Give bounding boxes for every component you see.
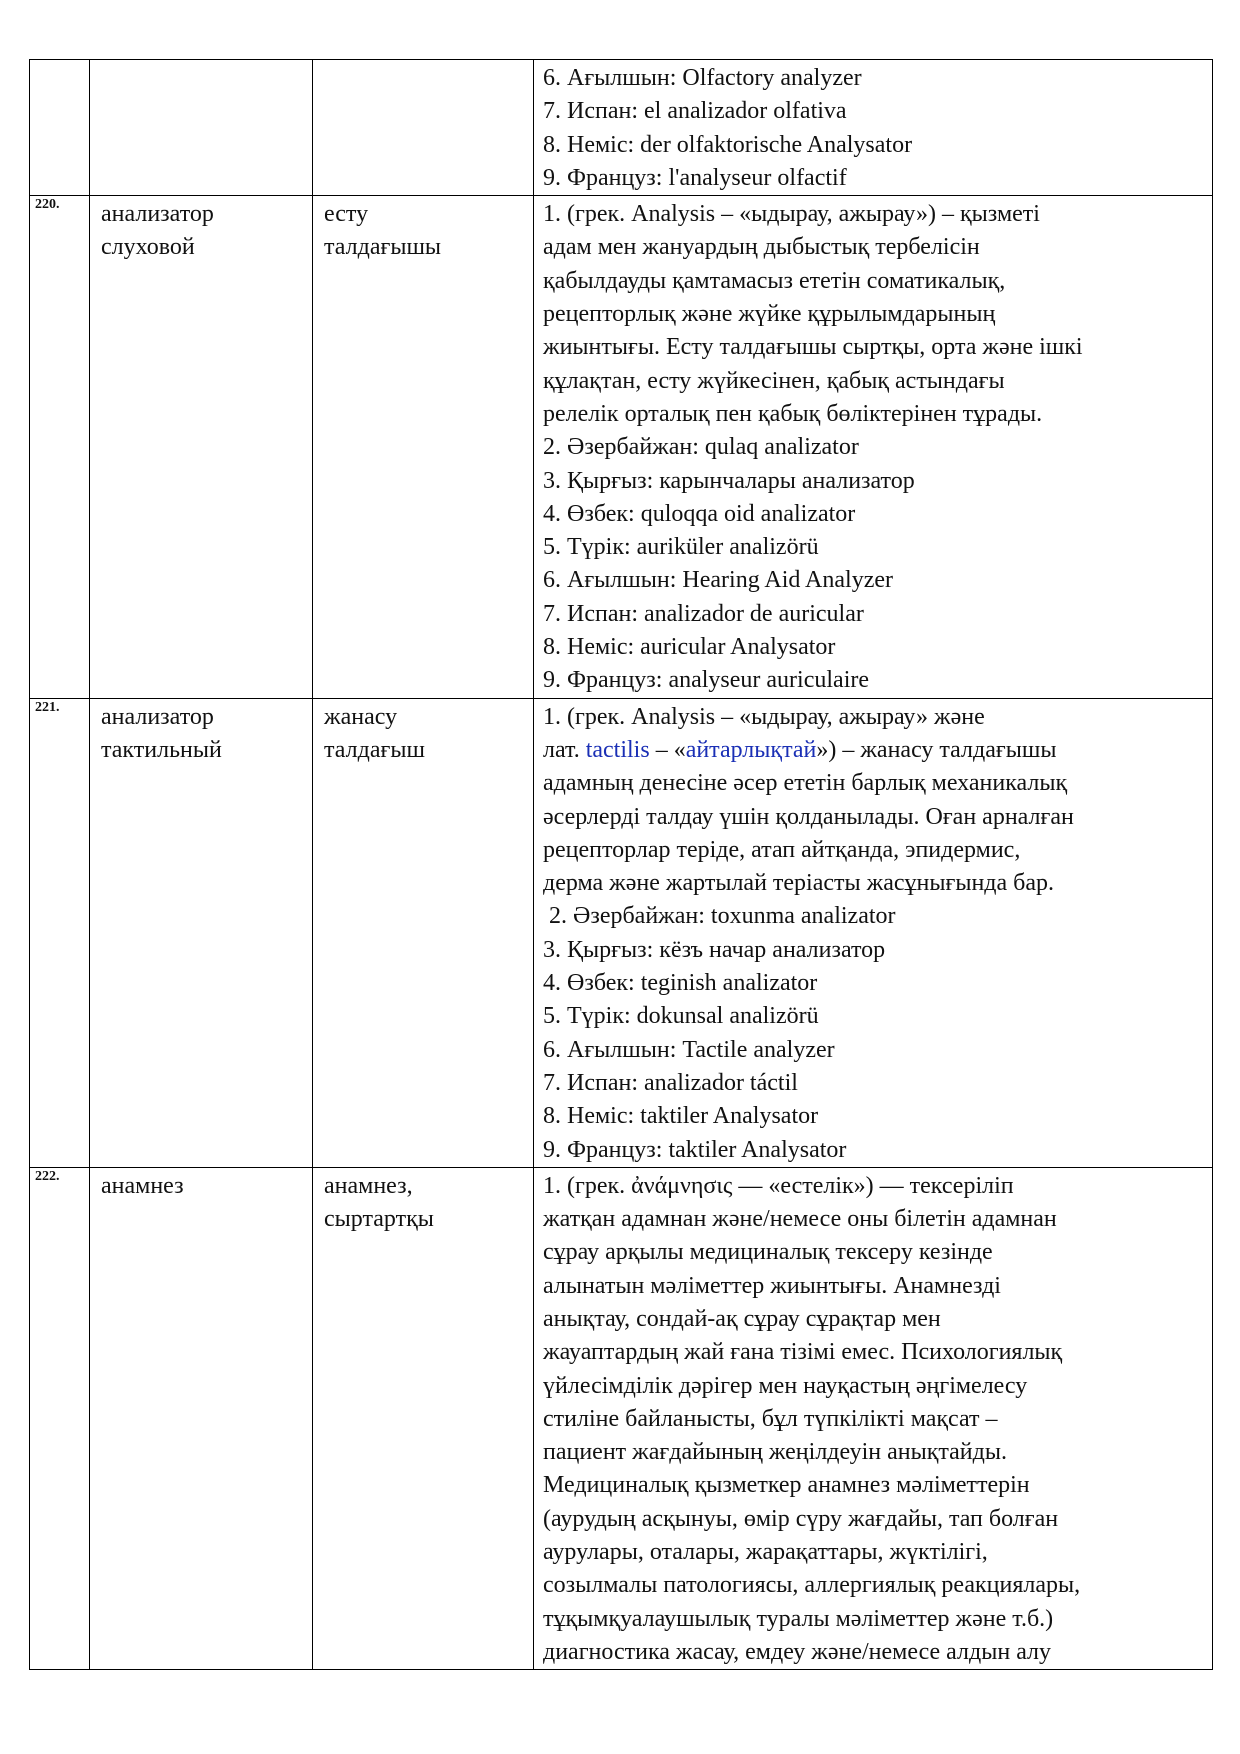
- term-line: талдағыш: [324, 736, 425, 763]
- definition-line: анықтау, сондай-ақ сұрау сұрақтар мен: [543, 1305, 941, 1332]
- table-row: [30, 60, 1213, 196]
- definition-line: 4. Өзбек: teginish analizator: [543, 970, 818, 997]
- definition-line: диагностика жасау, емдеу және/немесе алдын алу: [543, 1638, 1052, 1665]
- kazakh-term: [313, 698, 534, 1167]
- text-segment: ») – жанасу талдағышы: [816, 736, 1057, 763]
- definition-line: [543, 734, 1208, 767]
- entry-number: [30, 60, 90, 196]
- definition-line: 5. Түрік: auriküler analizörü: [543, 534, 819, 561]
- definition-line: 1. (грек. ἀνάμνησις — «естелік») — тексеріліп: [543, 1172, 1014, 1199]
- definition-line: адам мен жануардың дыбыстық тербелісін: [543, 234, 980, 261]
- definition-line: жатқан адамнан және/немесе оны білетін адамнан: [543, 1206, 1057, 1233]
- entry-definition: [534, 196, 1213, 698]
- kazakh-term: [313, 196, 534, 698]
- definition-line: дерма және жартылай теріасты жасұнығында бар.: [543, 870, 1055, 897]
- definition-line: тұқымқуалаушылық туралы мәліметтер және т.б.): [543, 1605, 1054, 1632]
- table-row: [30, 698, 1213, 1167]
- russian-term: [90, 1167, 313, 1669]
- term-line: есту: [324, 201, 369, 228]
- definition-line: 8. Неміс: taktiler Analysator: [543, 1103, 819, 1130]
- text-segment: лат.: [543, 736, 586, 763]
- term-line: тактильный: [101, 736, 222, 763]
- entry-definition: [534, 60, 1213, 196]
- term-line: сыртартқы: [324, 1206, 434, 1233]
- definition-line: сұрау арқылы медициналық тексеру кезінде: [543, 1239, 993, 1266]
- definition-line: 1. (грек. Analysis – «ыдырау, ажырау» және: [543, 703, 985, 730]
- definition-line: Медициналық қызметкер анамнез мәліметтерін: [543, 1472, 1030, 1499]
- definition-line: 6. Ағылшын: Tactile analyzer: [543, 1036, 835, 1063]
- entry-number: 221.: [30, 698, 90, 1167]
- term-line: анализатор: [101, 201, 214, 228]
- definition-line: 8. Неміс: auricular Analysator: [543, 634, 836, 661]
- entry-definition: [534, 698, 1213, 1167]
- definition-line: рецепторлар теріде, атап айтқанда, эпидермис,: [543, 836, 1021, 863]
- term-line: анализатор: [101, 703, 214, 730]
- definition-line: 4. Өзбек: quloqqa oid analizator: [543, 500, 856, 527]
- definition-line: релелік орталық пен қабық бөліктерінен тұрады.: [543, 400, 1043, 427]
- term-line: анамнез: [101, 1172, 184, 1199]
- definition-line: адамның денесіне әсер ететін барлық механикалық: [543, 770, 1068, 797]
- entry-number: 220.: [30, 196, 90, 698]
- kazakh-term: [313, 60, 534, 196]
- definition-line: 3. Қырғыз: кёзъ начар анализатор: [543, 936, 886, 963]
- russian-term: [90, 698, 313, 1167]
- definition-line: 9. Француз: l'analyseur olfactif: [543, 164, 847, 191]
- definition-line: 6. Ағылшын: Hearing Aid Analyzer: [543, 567, 893, 594]
- definition-line: стиліне байланысты, бұл түпкілікті мақсат –: [543, 1405, 998, 1432]
- definition-line: 2. Әзербайжан: toxunma analizator: [543, 903, 896, 930]
- definition-line: 7. Испан: analizador de auricular: [543, 600, 864, 627]
- definition-line: 9. Француз: analyseur auriculaire: [543, 667, 870, 694]
- definition-line: созылмалы патологиясы, аллергиялық реакциялары,: [543, 1572, 1081, 1599]
- definition-line: жауаптардың жай ғана тізімі емес. Психологиялық: [543, 1339, 1063, 1366]
- kazakh-term: [313, 1167, 534, 1669]
- entry-definition: [534, 1167, 1213, 1669]
- definition-line: 3. Қырғыз: карынчалары анализатор: [543, 467, 915, 494]
- table-row: [30, 196, 1213, 698]
- hyperlink-tactilis[interactable]: tactilis: [585, 736, 650, 763]
- definition-line: 8. Неміс: der olfaktorische Analysator: [543, 131, 913, 158]
- table-row: [30, 1167, 1213, 1669]
- definition-line: қабылдауды қамтамасыз ететін соматикалық,: [543, 267, 1006, 294]
- hyperlink-aitarlyktai[interactable]: айтарлықтай: [685, 736, 817, 763]
- definition-line: рецепторлық және жүйке құрылымдарының: [543, 301, 996, 328]
- term-line: талдағышы: [324, 234, 442, 261]
- definition-line: 7. Испан: el analizador olfativa: [543, 98, 847, 125]
- definition-line: үйлесімділік дәрігер мен науқастың әңгімелесу: [543, 1372, 1028, 1399]
- term-line: слуховой: [101, 234, 195, 261]
- definition-line: 2. Әзербайжан: qulaq analizator: [543, 434, 859, 461]
- definition-line: 7. Испан: analizador táctil: [543, 1069, 798, 1096]
- definition-line: аурулары, оталары, жарақаттары, жүктілігі,: [543, 1539, 988, 1566]
- definition-line: алынатын мәліметтер жиынтығы. Анамнезді: [543, 1272, 1001, 1299]
- dictionary-table: [29, 59, 1213, 1670]
- russian-term: [90, 196, 313, 698]
- entry-number: 222.: [30, 1167, 90, 1669]
- definition-line: 9. Француз: taktiler Analysator: [543, 1136, 847, 1163]
- term-line: жанасу: [324, 703, 398, 730]
- russian-term: [90, 60, 313, 196]
- term-line: анамнез,: [324, 1172, 413, 1199]
- definition-line: пациент жағдайының жеңілдеуін анықтайды.: [543, 1439, 1007, 1466]
- definition-line: 6. Ағылшын: Olfactory analyzer: [543, 65, 862, 91]
- text-segment: – «: [649, 736, 686, 763]
- definition-line: (аурудың асқынуы, өмір сүру жағдайы, тап болған: [543, 1505, 1059, 1532]
- definition-line: 1. (грек. Analysis – «ыдырау, ажырау») – қызметі: [543, 201, 1040, 228]
- definition-line: әсерлерді талдау үшін қолданылады. Оған арналған: [543, 803, 1074, 830]
- definition-line: құлақтан, есту жүйкесінен, қабық астындағы: [543, 367, 1005, 394]
- definition-line: жиынтығы. Есту талдағышы сыртқы, орта және ішкі: [543, 334, 1083, 361]
- definition-line: 5. Түрік: dokunsal analizörü: [543, 1003, 819, 1030]
